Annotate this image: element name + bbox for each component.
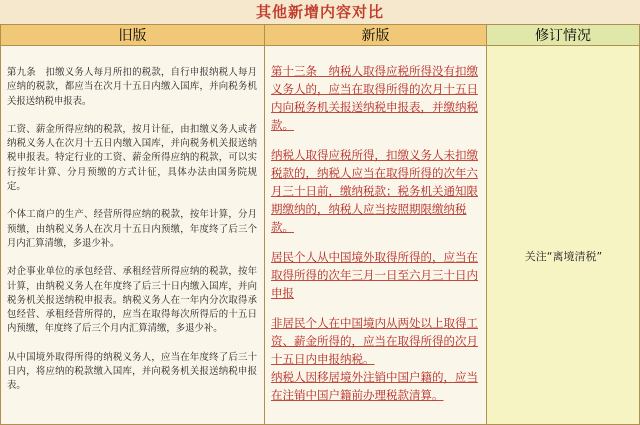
page-title: 其他新增内容对比	[255, 3, 384, 21]
new-paragraph-text: 非居民个人在中国境内从两处以上取得工资、薪金所得的，应当在取得所得的次月十五日内申报纳税。	[271, 316, 478, 366]
new-version-column	[265, 46, 487, 425]
new-paragraph-text: 第十三条 纳税人取得应税所得没有扣缴义务人的，应当在取得所得的次月十五日内向税务机关报送纳税申报表，并缴纳税款。	[271, 64, 478, 132]
new-paragraph-text: 纳税人取得应税所得，扣缴义务人未扣缴税款的，纳税人应当在取得所得的次年六月三十日前，缴纳税款；税务机关通知限期缴纳的，纳税人应当按照期限缴纳税款。	[271, 148, 478, 234]
old-paragraph: 对企事业单位的承包经营、承租经营所得应纳的税款，按年计算，由纳税义务人在年度终了后三十日内缴入国库，并向税务机关报送纳税申报表。纳税义务人在一年内分次取得承包经营、承租经营所得的，应当在取得每次所得后的十五日内预缴，年度终了后三个月内汇算清缴，多退少补。	[7, 266, 257, 335]
old-version-column	[0, 46, 265, 425]
revision-note: 关注“离境清税”	[524, 250, 603, 263]
comparison-table	[0, 24, 640, 425]
old-paragraph: 个体工商户的生产、经营所得应纳的税款，按年计算，分月预缴，由纳税义务人在次月十五日内预缴，年度终了后三个月内汇算清缴，多退少补。	[7, 209, 257, 249]
revision-column	[487, 46, 640, 425]
new-paragraph	[271, 314, 480, 368]
new-paragraph-text: 纳税人因移居境外注销中国户籍的，应当在注销中国户籍前办理税款清算。	[271, 370, 478, 402]
new-paragraph	[271, 146, 480, 236]
new-paragraph	[271, 62, 480, 134]
header-new-version: 新版	[265, 24, 487, 46]
header-old-version: 旧版	[0, 24, 265, 46]
header-revision: 修订情况	[487, 24, 640, 46]
new-paragraph-text: 居民个人从中国境外取得所得的，应当在取得所得的次年三月一日至六月三十日内申报	[271, 250, 478, 300]
old-paragraph: 第九条 扣缴义务人每月所扣的税款，自行申报纳税人每月应纳的税款，都应当在次月十五日内缴入国库，并向税务机关报送纳税申报表。	[7, 67, 257, 107]
old-paragraph: 从中国境外取得所得的纳税义务人，应当在年度终了后三十日内，将应纳的税款缴入国库，并向税务机关报送纳税申报表。	[7, 351, 257, 392]
old-paragraph: 工资、薪金所得应纳的税款，按月计征，由扣缴义务人或者纳税义务人在次月十五日内缴入国库，并向税务机关报送纳税申报表。特定行业的工资、薪金所得应纳的税款，可以实行按年计算、分月预缴的方式计征，具体办法由国务院规定。	[7, 123, 257, 193]
new-paragraph	[271, 368, 480, 404]
new-paragraph	[271, 248, 480, 302]
